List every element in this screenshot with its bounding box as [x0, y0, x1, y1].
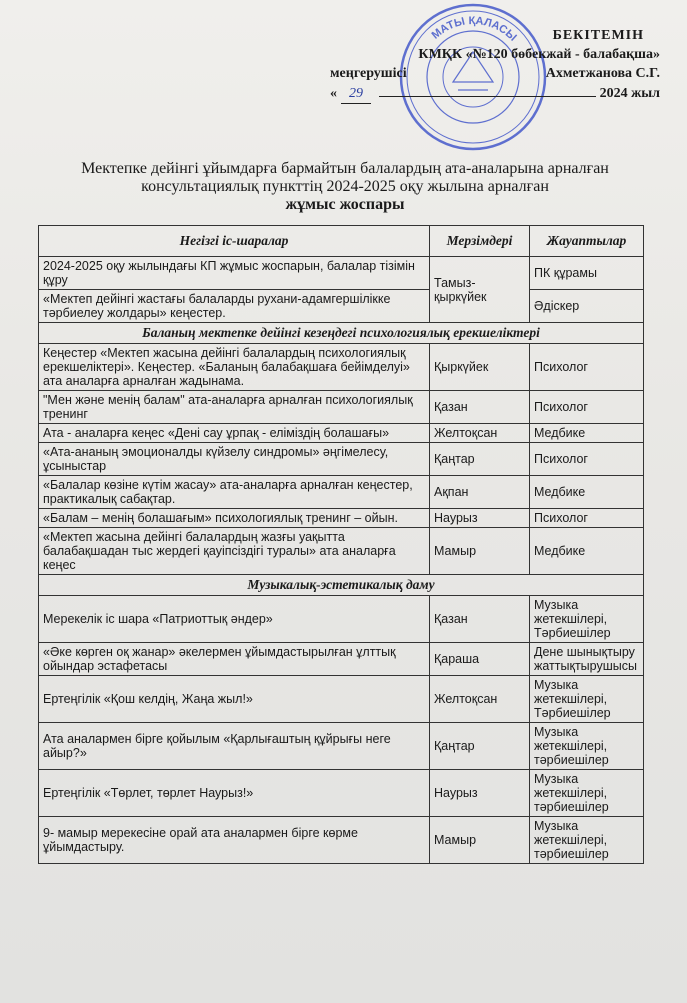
term-cell: Қараша — [430, 643, 530, 676]
table-row — [39, 257, 644, 290]
event-cell: «Балам – менің болашағым» психологиялық тренинг – ойын. — [39, 509, 430, 528]
event-cell: 2024-2025 оқу жылындағы КП жұмыс жоспарын, балалар тізімін құру — [39, 257, 430, 290]
event-cell: «Мектеп жасына дейінгі балалардың жазғы уақытта балабақшадан тыс жердегі қауіпсіздігі туралы» ата аналарға кеңес — [39, 528, 430, 575]
responsible-cell: Дене шынықтыру жаттықтырушысы — [530, 643, 644, 676]
responsible-cell: Психолог — [530, 509, 644, 528]
responsible-cell: Психолог — [530, 391, 644, 424]
event-cell: «Мектеп дейінгі жастағы балаларды рухани-адамгершілікке тәрбиелеу жолдары» кеңестер. — [39, 290, 430, 323]
event-cell: "Мен және менің балам" ата-аналарға арналған психологиялық тренинг — [39, 391, 430, 424]
table-row — [39, 476, 644, 509]
responsible-cell: Музыка жетекшілері, Тәрбиешілер — [530, 676, 644, 723]
table-row — [39, 643, 644, 676]
term-cell: Қаңтар — [430, 723, 530, 770]
approval-heading: БЕКІТЕМІН — [552, 28, 644, 43]
term-cell: Қазан — [430, 596, 530, 643]
table-row — [39, 528, 644, 575]
approval-block — [330, 26, 660, 104]
table-row — [39, 723, 644, 770]
header-term: Мерзімдері — [430, 226, 530, 257]
title-line-2: консультациялық пункттің 2024-2025 оқу жылына арналған — [141, 178, 549, 195]
rows-music — [39, 596, 644, 864]
event-cell: Кеңестер «Мектеп жасына дейінгі балалардың психологиялық ерекшеліктері». Кеңестер. «Баланың балабақшаға бейімделуі» ата аналарға арналған жадынама. — [39, 344, 430, 391]
responsible-cell: Психолог — [530, 344, 644, 391]
term-cell: Наурыз — [430, 509, 530, 528]
responsible-cell: Музыка жетекшілері, тәрбиешілер — [530, 723, 644, 770]
term-cell: Мамыр — [430, 528, 530, 575]
section-title: Баланың мектепке дейінгі кезеңдегі психологиялық ерекшеліктері — [39, 323, 644, 344]
table-row — [39, 391, 644, 424]
event-cell: Ата - аналарға кеңес «Дені сау ұрпақ - еліміздің болашағы» — [39, 424, 430, 443]
date-quote: « — [330, 86, 337, 101]
event-cell: Ертеңгілік «Төрлет, төрлет Наурыз!» — [39, 770, 430, 817]
section-row — [39, 323, 644, 344]
event-cell: 9- мамыр мерекесіне орай ата аналармен бірге көрме ұйымдастыру. — [39, 817, 430, 864]
event-cell: Ертеңгілік «Қош келдің, Жаңа жыл!» — [39, 676, 430, 723]
term-cell: Қыркүйек — [430, 344, 530, 391]
responsible-cell: Медбике — [530, 528, 644, 575]
event-cell: Ата аналармен бірге қойылым «Қарлығаштың құйрығы неге айыр?» — [39, 723, 430, 770]
rows-psychology — [39, 344, 644, 575]
responsible-cell: Музыка жетекшілері, тәрбиешілер — [530, 817, 644, 864]
table-row — [39, 424, 644, 443]
table-row — [39, 817, 644, 864]
approval-name: Ахметжанова С.Г. — [545, 66, 660, 81]
approval-org: КМҚК «№120 бөбекжай - балабақша» — [418, 47, 660, 62]
term-cell: Желтоқсан — [430, 676, 530, 723]
approval-role: меңгерушісі — [330, 66, 407, 81]
responsible-cell: Музыка жетекшілері, тәрбиешілер — [530, 770, 644, 817]
term-cell: Қаңтар — [430, 443, 530, 476]
title-line-1: Мектепке дейінгі ұйымдарға бармайтын балалардың ата-аналарына арналған — [81, 160, 609, 177]
table-row — [39, 509, 644, 528]
term-cell: Наурыз — [430, 770, 530, 817]
stamp-arc-text: МАТЫ ҚАЛАСЫ — [429, 14, 519, 44]
table-row — [39, 770, 644, 817]
section-row — [39, 575, 644, 596]
table-row — [39, 344, 644, 391]
term-cell: Желтоқсан — [430, 424, 530, 443]
document-title — [20, 160, 670, 214]
table-row — [39, 443, 644, 476]
responsible-cell: Медбике — [530, 424, 644, 443]
work-plan-table — [38, 225, 644, 864]
term-cell: Мамыр — [430, 817, 530, 864]
event-cell: «Балалар көзіне күтім жасау» ата-аналарға арналған кеңестер, практикалық сабақтар. — [39, 476, 430, 509]
responsible-cell: Медбике — [530, 476, 644, 509]
date-year: 2024 жыл — [599, 86, 660, 101]
date-day: 29 — [341, 84, 371, 104]
date-month-line — [379, 83, 596, 97]
responsible-cell: Психолог — [530, 443, 644, 476]
table-row — [39, 676, 644, 723]
term-cell: Ақпан — [430, 476, 530, 509]
table-header-row — [39, 226, 644, 257]
event-cell: Мерекелік іс шара «Патриоттық әндер» — [39, 596, 430, 643]
title-line-3: жұмыс жоспары — [285, 196, 405, 213]
event-cell: «Әке көрген оқ жанар» әкелермен ұйымдастырылған ұлттық ойындар эстафетасы — [39, 643, 430, 676]
table-row — [39, 290, 644, 323]
table-row — [39, 596, 644, 643]
responsible-cell: Музыка жетекшілері, Тәрбиешілер — [530, 596, 644, 643]
term-cell: Тамыз-қыркүйек — [430, 257, 530, 323]
responsible-cell: ПК құрамы — [530, 257, 644, 290]
event-cell: «Ата-ананың эмоционалды күйзелу синдромы» әңгімелесу, ұсыныстар — [39, 443, 430, 476]
header-events: Негізгі іс-шаралар — [39, 226, 430, 257]
section-title: Музыкалық-эстетикалық даму — [39, 575, 644, 596]
header-responsible: Жауаптылар — [530, 226, 644, 257]
term-cell: Қазан — [430, 391, 530, 424]
responsible-cell: Әдіскер — [530, 290, 644, 323]
